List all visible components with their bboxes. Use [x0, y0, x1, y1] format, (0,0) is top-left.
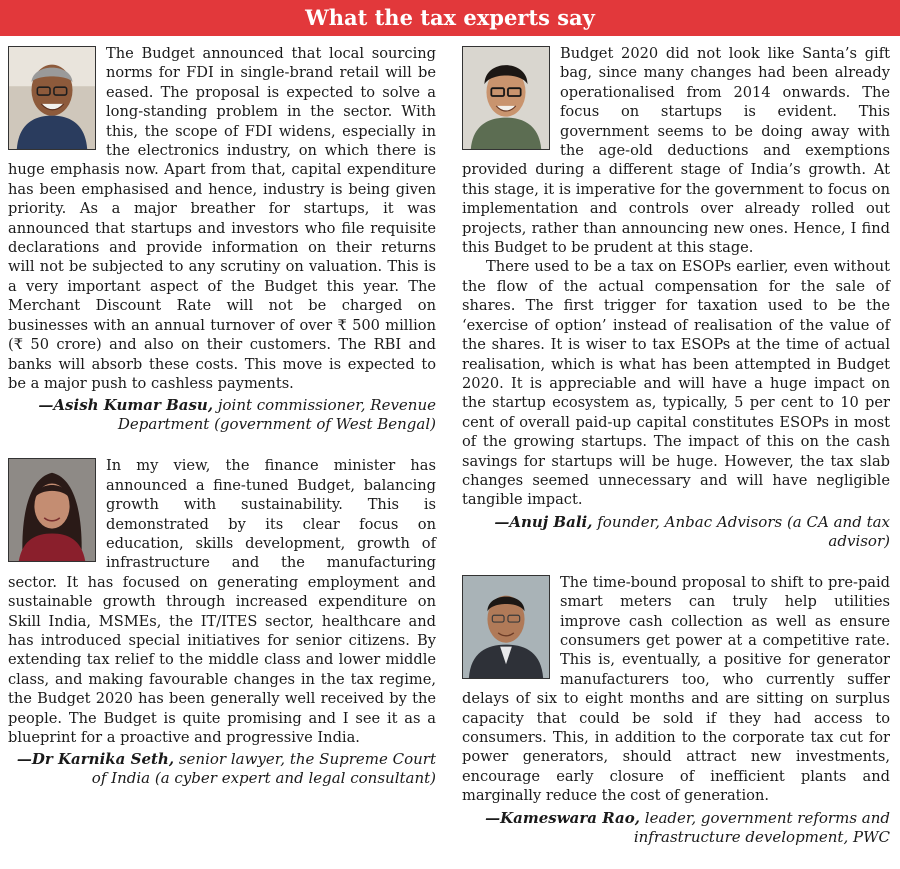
- expert-photo-seth: [8, 458, 96, 562]
- portrait-photo-icon: [463, 47, 549, 149]
- expert-photo-basu: [8, 46, 96, 150]
- portrait-photo-icon: [9, 459, 95, 561]
- quote-text: There used to be a tax on ESOPs earlier, even without the flow of the actual compensation for the sale of shares. The first trigger for taxation used to be the ‘exercise of option’ instead of realisation of the value of the shares. It is wiser to tax ESOPs at the time of actual realisation, which is what has been attempted in Budget 2020. It is appreciable and will have a huge impact on the startup ecosystem as, typically, 5 per cent to 10 per cent of overall paid-up capital constitutes ESOPs in most of the growing startups. The impact of this on the cash savings for startups will be huge. However, the tax slab changes seemed unnecessary and will have negligible tangible impact.: [462, 258, 890, 509]
- author-title: senior lawyer, the Supreme Court of India (a cyber expert and legal consultant): [91, 750, 436, 788]
- page-title: What the tax experts say: [0, 0, 900, 36]
- right-column: [462, 44, 890, 869]
- portrait-photo-icon: [463, 576, 549, 678]
- left-column: [8, 44, 436, 810]
- byline: [8, 750, 436, 788]
- portrait-photo-icon: [9, 47, 95, 149]
- expert-photo-bali: [462, 46, 550, 150]
- expert-quote-seth: [8, 456, 436, 788]
- byline: [462, 513, 890, 551]
- expert-quote-rao: [462, 573, 890, 847]
- author-title: founder, Anbac Advisors (a CA and tax advisor): [597, 512, 890, 550]
- author-title: leader, government reforms and infrastructure development, PWC: [633, 808, 890, 846]
- author-name: —Kameswara Rao,: [485, 808, 640, 827]
- expert-quote-bali: [462, 44, 890, 551]
- quote-text: In my view, the finance minister has announced a fine-tuned Budget, balancing growth with sustainability. This is demonstrated by its clear focus on education, skills development, growth of infrastructure and the manufacturing sector. It has focused on generating employment and sustainable growth through increased expenditure on Skill India, MSMEs, the IT/ITES sector, healthcare and has introduced special initiatives for senior citizens. By extending tax relief to the middle class and lower middle class, and making favourable changes in the tax regime, the Budget 2020 has been generally well received by the people. The Budget is quite promising and I see it as a blueprint for a proactive and progressive India.: [8, 457, 436, 746]
- quote-text: Budget 2020 did not look like Santa’s gift bag, since many changes had been already operationalised from 2014 onwards. The focus on startups is evident. This government seems to be doing away with the age-old deductions and exemptions provided during a different stage of India’s growth. At this stage, it is imperative for the government to focus on implementation and controls over already rolled out projects, rather than announcing new ones. Hence, I find this Budget to be prudent at this stage.: [462, 45, 890, 257]
- author-name: —Asish Kumar Basu,: [38, 396, 214, 415]
- byline: [8, 396, 436, 434]
- expert-photo-rao: [462, 575, 550, 679]
- quote-text: The time-bound proposal to shift to pre-paid smart meters can truly help utilities improve cash collection as well as ensure consumers get power at a competitive rate. This is, eventually, a positive for generator manufacturers too, who currently suffer delays of six to eight months and are sitting on surplus capacity that could be sold if they had access to consumers. This, in addition to the corporate tax cut for power generators, should attract new investments, encourage early closure of inefficient plants and marginally reduce the cost of generation.: [462, 573, 890, 805]
- expert-quote-basu: [8, 44, 436, 434]
- author-name: —Dr Karnika Seth,: [16, 750, 175, 769]
- byline: [462, 809, 890, 847]
- author-title: joint commissioner, Revenue Department (government of West Bengal): [117, 396, 436, 434]
- quote-text: The Budget announced that local sourcing norms for FDI in single-brand retail will be eased. The proposal is expected to solve a long-standing problem in the sector. With this, the scope of FDI widens, especially in the electronics industry, on which there is huge emphasis now. Apart from that, capital expenditure has been emphasised and hence, industry is being given priority. As a major breather for startups, it was announced that startups and investors who file requisite declarations and provide information on their returns will not be subjected to any scrutiny on valuation. This is a very important aspect of the Budget this year. The Merchant Discount Rate will not be charged on businesses with an annual turnover of over ₹ 500 million (₹ 50 crore) and also on their customers. The RBI and banks will absorb these costs. This move is expected to be a major push to cashless payments.: [8, 45, 436, 392]
- author-name: —Anuj Bali,: [494, 512, 593, 531]
